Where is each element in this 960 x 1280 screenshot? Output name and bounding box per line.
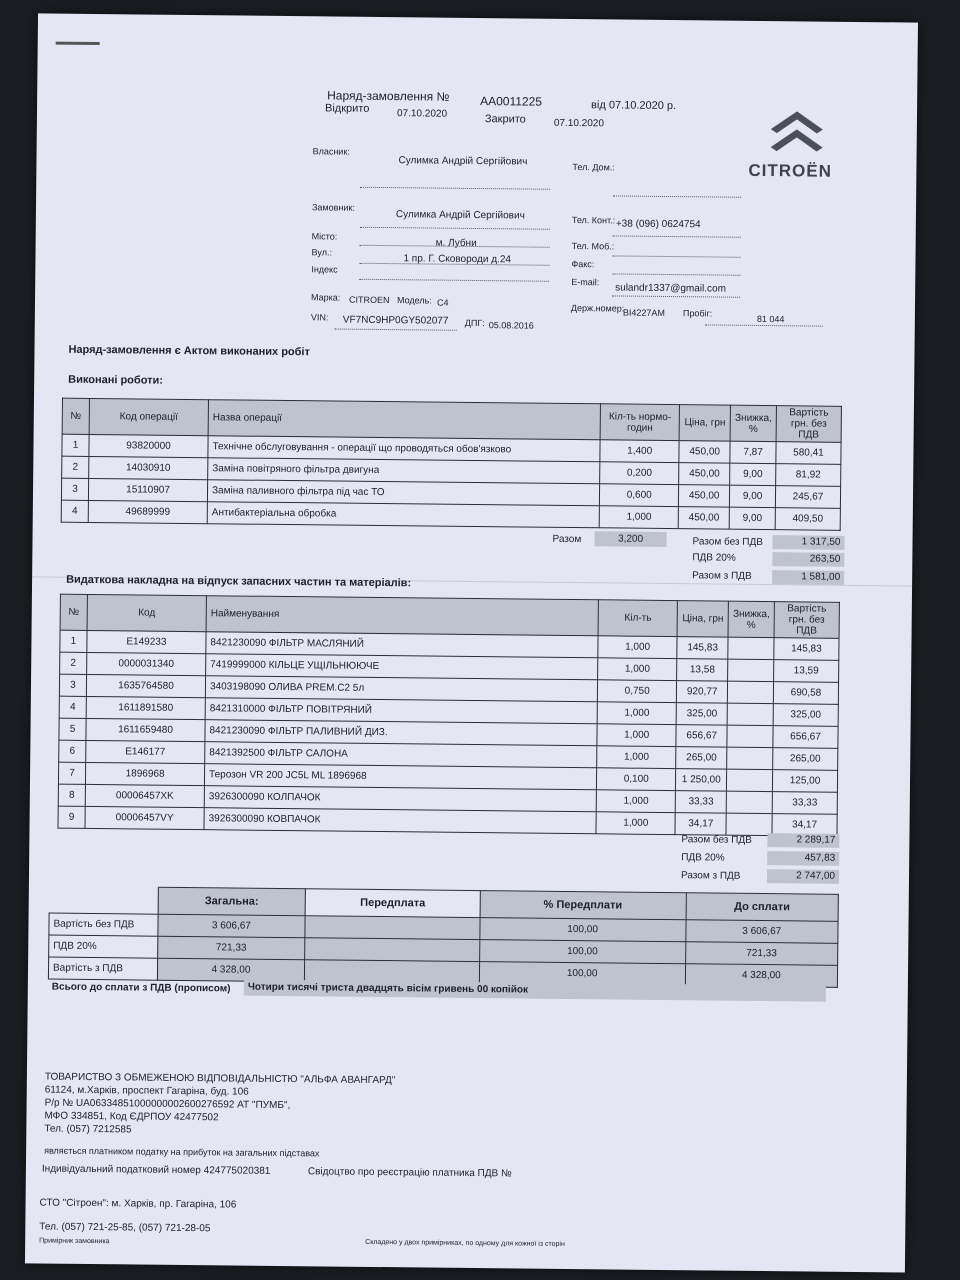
parts-cell: 1: [60, 630, 87, 652]
in-words-value: Чотири тисячі триста двадцять вісім гривень 00 копійок: [244, 980, 826, 1002]
document-page: [25, 13, 918, 1272]
parts-cell: 325,00: [773, 704, 838, 727]
dpg-label: ДПГ:: [464, 317, 485, 329]
parts-header-price: Ціна, грн: [677, 601, 728, 638]
summary-cell: [305, 938, 480, 962]
summary-cell: Вартість з ПДВ: [48, 957, 157, 980]
parts-cell: 8421392500 ФІЛЬТР САЛОНА: [205, 742, 597, 768]
opened-label: Відкрито: [324, 102, 370, 115]
order-date: від 07.10.2020 р.: [591, 99, 677, 113]
parts-cell: 1,000: [598, 658, 677, 681]
parts-cell: 1,000: [596, 790, 675, 813]
parts-sum-vat: 2 747,00: [767, 869, 839, 884]
works-header-total: Вартість грн. без ПДВ: [776, 406, 841, 443]
parts-sum-no-vat-label: Разом без ПДВ: [681, 834, 752, 846]
parts-cell: 8421230090 ФІЛЬТР МАСЛЯНИЙ: [206, 632, 598, 658]
parts-cell: 7: [58, 762, 85, 784]
vin-label: VIN:: [310, 312, 329, 323]
contact-phone-value: +38 (096) 0624754: [615, 218, 701, 231]
parts-vat-label: ПДВ 20%: [681, 852, 725, 864]
copies-note: Складено у двох примірниках, по одному для кожної із сторін: [365, 1238, 565, 1248]
parts-cell: [727, 703, 773, 725]
summary-cell: [305, 916, 480, 940]
summary-cell: 100,00: [480, 918, 686, 942]
works-cell: 1: [62, 434, 89, 456]
summary-cell: 4 328,00: [685, 964, 838, 988]
parts-cell: 5: [59, 718, 86, 740]
city-label: Місто:: [311, 231, 338, 242]
works-cell: 409,50: [775, 508, 840, 531]
parts-cell: 1611891580: [86, 696, 205, 719]
works-cell: 0,200: [600, 462, 679, 485]
works-cell: 580,41: [776, 442, 841, 465]
parts-cell: 1,000: [598, 636, 677, 659]
parts-cell: 0,100: [597, 768, 676, 791]
sto-address: СТО "Сітроен": м. Харків, пр. Гагаріна, 106: [39, 1197, 237, 1211]
vin-underline: [335, 329, 457, 331]
in-words-label: Всього до сплати з ПДВ (прописом): [51, 981, 231, 995]
works-header-no: №: [62, 398, 89, 434]
parts-cell: 00006457XK: [85, 784, 204, 807]
parts-sum-vat-label: Разом з ПДВ: [680, 870, 741, 882]
works-cell: Заміна паливного фільтра під час ТО: [207, 480, 599, 506]
works-cell: Заміна повітряного фільтра двигуна: [208, 458, 600, 484]
works-cell: 450,00: [679, 441, 730, 464]
summary-cell: 3 606,67: [157, 914, 305, 938]
works-cell: 93820000: [89, 434, 208, 457]
parts-cell: 3926300090 КОЛПАЧОК: [204, 786, 596, 812]
parts-sum-no-vat: 2 289,17: [767, 833, 839, 848]
customer-label: Замовник:: [311, 202, 355, 213]
index-underline: [359, 279, 549, 282]
email-value: sulandr1337@gmail.com: [615, 282, 726, 295]
mobile-label: Тел. Моб.:: [571, 240, 615, 252]
parts-cell: 33,33: [772, 792, 837, 815]
works-header-name: Назва операції: [208, 400, 601, 440]
works-header-hours: Кіл-ть нормо-годин: [600, 404, 679, 441]
summary-cell: ПДВ 20%: [49, 935, 158, 958]
works-cell: 0,600: [600, 484, 679, 507]
mobile-underline: [613, 255, 741, 257]
tax-status: являється платником податку на прибуток на загальних підставах: [44, 1145, 320, 1159]
parts-cell: 3403198090 ОЛИВА PREM.C2 5л: [205, 676, 597, 702]
street-underline: [359, 263, 549, 266]
works-cell: 9,00: [730, 463, 776, 485]
works-header-discount: Знижка, %: [730, 405, 776, 441]
parts-cell: 1,000: [597, 746, 676, 769]
parts-cell: 1,000: [597, 724, 676, 747]
works-cell: 450,00: [679, 463, 730, 486]
sto-phones: Тел. (057) 721-25-85, (057) 721-28-05: [39, 1221, 211, 1235]
parts-cell: [726, 791, 772, 813]
customer-value: Сулимка Андрій Сергійович: [395, 209, 525, 222]
parts-cell: [727, 725, 773, 747]
parts-cell: 0,750: [598, 680, 677, 703]
plate-value: BI4227AM: [622, 307, 666, 318]
works-sum-no-vat: 1 317,50: [772, 535, 844, 550]
parts-cell: 13,58: [677, 659, 728, 682]
works-cell: 3: [61, 478, 88, 500]
model-label: Модель:: [396, 295, 432, 306]
works-vat-label: ПДВ 20%: [692, 552, 736, 564]
company-address: 61124, м.Харків, проспект Гагаріна, буд. 106: [44, 1084, 249, 1098]
act-note: Наряд-замовлення є Актом виконаних робіт: [68, 343, 310, 359]
company-mfo: МФО 334851, Код ЄДРПОУ 42477502: [44, 1110, 219, 1124]
model-value: C4: [436, 297, 449, 308]
works-total-hours: 3,200: [594, 531, 666, 547]
summary-header-total: Загальна:: [158, 887, 306, 916]
works-cell: 1,400: [600, 440, 679, 463]
parts-cell: 7419999000 КІЛЬЦЕ УЩІЛЬНЮЮЧЕ: [206, 654, 598, 680]
parts-table: [57, 594, 839, 837]
email-underline: [612, 295, 740, 297]
contact-phone-underline: [613, 235, 741, 237]
owner-label: Власник:: [312, 146, 350, 157]
parts-cell: 8421230090 ФІЛЬТР ПАЛИВНИЙ ДИЗ.: [205, 720, 597, 746]
works-cell: 2: [62, 456, 89, 478]
summary-cell: 721,33: [685, 942, 838, 966]
parts-cell: 3: [59, 674, 86, 696]
works-cell: 4: [61, 500, 88, 522]
parts-header-name: Найменування: [206, 596, 599, 636]
owner-underline: [360, 187, 550, 190]
tax-id: Індивідуальний податковий номер 424775020381: [41, 1163, 271, 1177]
works-cell: 81,92: [776, 464, 841, 487]
dpg-value: 05.08.2016: [488, 320, 534, 331]
opened-date: 07.10.2020: [396, 108, 448, 120]
works-total-label: Разом: [552, 533, 582, 546]
make-label: Марка:: [311, 292, 341, 303]
works-cell: 9,00: [729, 507, 775, 529]
works-header-code: Код операції: [89, 398, 208, 435]
parts-cell: E146177: [86, 740, 205, 763]
parts-cell: 8: [58, 784, 85, 806]
parts-cell: 656,67: [773, 726, 838, 749]
parts-cell: 265,00: [773, 748, 838, 771]
copy-label: Примірник замовника: [39, 1237, 110, 1246]
works-cell: 9,00: [730, 485, 776, 507]
parts-cell: 1,000: [596, 812, 675, 835]
parts-header-code: Код: [87, 594, 206, 631]
works-sum-vat-label: Разом з ПДВ: [692, 570, 752, 582]
parts-vat: 457,83: [767, 851, 839, 866]
vin-value: VF7NC9HP0GY502077: [342, 314, 449, 327]
works-cell: 14030910: [89, 456, 208, 479]
parts-cell: 1635764580: [86, 674, 205, 697]
parts-cell: 920,77: [677, 681, 728, 704]
parts-cell: 656,67: [676, 725, 727, 748]
parts-cell: 13,59: [774, 660, 839, 683]
document-title: Наряд-замовлення №: [327, 88, 450, 104]
summary-cell: Вартість без ПДВ: [49, 913, 158, 936]
mileage-value: 81 044: [756, 313, 785, 325]
closed-label: Закрито: [484, 113, 526, 126]
parts-title: Видаткова накладна на відпуск запасних частин та матеріалів:: [66, 573, 412, 590]
summary-table: [48, 886, 839, 988]
parts-cell: 265,00: [676, 747, 727, 770]
works-cell: 49689999: [88, 500, 207, 523]
order-number: AA0011225: [480, 94, 543, 109]
index-label: Індекс: [311, 264, 338, 275]
contact-phone-label: Тел. Конт.:: [571, 214, 616, 226]
parts-cell: 145,83: [774, 638, 839, 661]
parts-cell: 34,17: [675, 813, 726, 836]
works-cell: 450,00: [679, 485, 730, 508]
parts-header-total: Вартість грн. без ПДВ: [774, 602, 839, 639]
parts-cell: 145,83: [677, 637, 728, 660]
summary-header-prepay: Передплата: [305, 889, 480, 918]
parts-cell: 00006457VY: [85, 806, 204, 829]
parts-cell: [728, 681, 774, 703]
summary-cell: 3 606,67: [685, 920, 838, 944]
works-cell: 7,87: [730, 441, 776, 463]
parts-cell: 6: [59, 740, 86, 762]
parts-cell: 1,000: [597, 702, 676, 725]
street-value: 1 пр. Г. Сковороди д.24: [403, 253, 512, 266]
fax-label: Факс:: [571, 258, 595, 270]
summary-cell: 4 328,00: [157, 958, 305, 982]
vat-certificate: Свідоцтво про реєстрацію платника ПДВ №: [307, 1166, 512, 1180]
parts-header-discount: Знижка, %: [728, 601, 774, 637]
closed-date: 07.10.2020: [553, 117, 605, 130]
parts-cell: 34,17: [772, 814, 837, 837]
parts-cell: [726, 813, 772, 835]
parts-cell: 690,58: [773, 682, 838, 705]
parts-cell: 8421310000 ФІЛЬТР ПОВІТРЯНИЙ: [205, 698, 597, 724]
owner-value: Сулимка Андрій Сергійович: [398, 155, 528, 168]
parts-cell: [728, 659, 774, 681]
summary-header-to-pay: До сплати: [686, 893, 839, 922]
citroen-logo-icon: [765, 103, 830, 162]
email-label: E-mail:: [571, 276, 600, 288]
fax-underline: [612, 273, 740, 275]
mileage-label: Пробіг:: [682, 308, 713, 319]
works-title: Виконані роботи:: [68, 373, 164, 387]
parts-cell: 1 250,00: [676, 769, 727, 792]
parts-cell: 1611659480: [86, 718, 205, 741]
works-cell: Антибактеріальна обробка: [207, 502, 599, 528]
works-sum-no-vat-label: Разом без ПДВ: [692, 536, 764, 549]
brand-name: CITROËN: [748, 160, 833, 181]
summary-header-prepay-pct: % Передплати: [480, 891, 686, 920]
works-table: [61, 398, 842, 531]
company-account: Р/р № UA06334851000000002600276592 АТ "ПУМБ",: [44, 1097, 291, 1112]
street-label: Вул.:: [311, 247, 333, 258]
parts-cell: 3926300090 КОВПАЧОК: [204, 808, 596, 834]
plate-label: Держ.номер:: [570, 302, 625, 314]
parts-cell: 1896968: [85, 762, 204, 785]
works-cell: 245,67: [775, 486, 840, 509]
summary-cell: 721,33: [157, 936, 305, 960]
home-phone-label: Тел. Дом.:: [572, 161, 615, 173]
works-cell: Технічне обслуговування - операції що проводяться обов'язково: [208, 436, 600, 462]
works-sum-vat: 1 581,00: [772, 570, 844, 585]
works-header-price: Ціна, грн: [679, 405, 730, 442]
parts-cell: 0000031340: [87, 652, 206, 675]
works-cell: 15110907: [88, 478, 207, 501]
home-phone-underline: [613, 195, 741, 197]
works-cell: 450,00: [678, 507, 729, 530]
parts-cell: [727, 769, 773, 791]
parts-cell: 325,00: [676, 703, 727, 726]
parts-cell: 33,33: [675, 791, 726, 814]
company-name: ТОВАРИСТВО З ОБМЕЖЕНОЮ ВІДПОВІДАЛЬНІСТЮ "АЛЬФА АВАНГАРД": [44, 1071, 396, 1087]
make-value: CITROEN: [348, 294, 390, 306]
parts-cell: 4: [59, 696, 86, 718]
company-phone: Тел. (057) 7212585: [44, 1123, 132, 1136]
customer-underline: [360, 227, 550, 230]
parts-cell: [728, 637, 774, 659]
parts-header-no: №: [60, 594, 87, 630]
city-value: м. Лубни: [435, 237, 477, 249]
summary-header-blank: [49, 886, 158, 914]
parts-cell: 2: [60, 652, 87, 674]
works-cell: 1,000: [599, 506, 678, 529]
summary-cell: 100,00: [479, 940, 685, 964]
parts-cell: E149233: [87, 630, 206, 653]
summary-cell: 100,00: [479, 962, 685, 986]
parts-header-qty: Кіл-ть: [598, 600, 677, 637]
works-vat: 263,50: [772, 552, 844, 567]
parts-cell: Терозон VR 200 JC5L ML 1896968: [204, 764, 596, 790]
parts-cell: 125,00: [772, 770, 837, 793]
parts-cell: [727, 747, 773, 769]
mileage-underline: [705, 324, 823, 326]
staple-mark: [56, 42, 100, 45]
parts-cell: 9: [58, 806, 85, 828]
